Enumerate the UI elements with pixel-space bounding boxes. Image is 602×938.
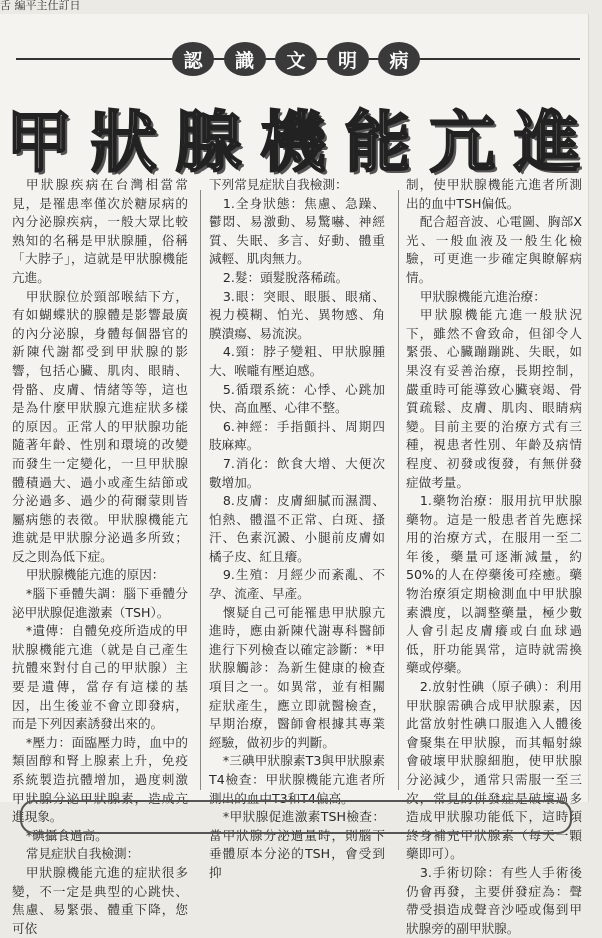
column-1: [12, 176, 188, 936]
subheading: 甲狀腺機能亢進的原因：: [25, 567, 165, 583]
list-item: 2.放射性碘（原子碘）：利用甲狀腺需碘合成甲狀腺素，因此當放射性碘口服進入人體後會聚集在甲狀腺，而其輻射線會破壞甲狀腺細胞，使甲狀腺分泌減少，通常只需服一至三次，常見的併發症是破壞過多造成甲狀腺功能低下，這時須終身補充甲狀腺素（每天一顆藥即可）。: [406, 679, 582, 862]
headline-char: 狀: [90, 102, 159, 181]
headline: [6, 96, 582, 181]
list-item: 1.藥物治療：服用抗甲狀腺藥物。這是一般患者首先應採用的治療方式，在服用一至二年後，藥量可逐漸減量，約50%的人在停藥後可痊癒。藥物治療須定期檢測血中甲狀腺素濃度，以調整藥量，極少數人會引起皮膚癢或白血球過低，肝功能異常，這時就需換藥或停藥。: [406, 493, 582, 676]
kicker-char: 認: [172, 42, 214, 76]
list-item: 9.生殖：月經少而紊亂、不孕、流產、早產。: [209, 567, 385, 602]
paragraph: *遺傳：自體免疫所造成的甲狀腺機能亢進（就是自己產生抗體來對付自己的甲狀腺）主要是遺傳，當存有這樣的基因，出生後並不會立即發病，而是下列因素誘發出來的。: [12, 623, 188, 732]
paragraph: *三碘甲狀腺素T3與甲狀腺素T4檢查：甲狀腺機能亢進者所測出的血中T3和T4偏高。: [209, 753, 385, 806]
headline-char: 能: [344, 102, 413, 181]
paragraph: *碘攝食過高。: [25, 827, 108, 843]
paragraph: 下列常見症狀自我檢測：: [209, 177, 348, 192]
list-item: 6.神經：手指顫抖、周期四肢麻痺。: [209, 418, 385, 453]
list-item: 3.眼：突眼、眼脹、眼痛、視力模糊、怕光、異物感、角膜潰瘍、易流淚。: [209, 288, 385, 341]
list-item: 7.消化：飲食大增、大便次數增加。: [209, 455, 385, 490]
headline-char: 進: [513, 102, 582, 181]
headline-char: 機: [259, 102, 328, 181]
column-3: [406, 176, 582, 936]
list-item: 2.髮：頭髮脫落稀疏。: [222, 269, 349, 285]
subheading: 常見症狀自我檢測：: [25, 846, 140, 862]
clipping-header: 舌 編平主仕訂日: [0, 0, 81, 12]
column-2: [209, 176, 385, 880]
kicker-char: 病: [378, 42, 420, 76]
list-item: 1.全身狀態：焦慮、急躁、鬱悶、易激動、易驚嚇、神經質、失眠、多言、好動、體重減輕、肌肉無力。: [209, 195, 385, 267]
headline-char: 亢: [429, 102, 498, 181]
paragraph: *腦下垂體失調：腦下垂體分泌甲狀腺促進激素（TSH）。: [12, 586, 188, 620]
headline-char: 腺: [175, 102, 244, 181]
list-item: 8.皮膚：皮膚細膩而濕潤、怕熱、體溫不正常、白斑、搔汗、色素沉澱、小腿前皮膚如橘子皮、紅且癢。: [209, 493, 385, 564]
column-divider: [200, 190, 201, 790]
paragraph: 甲狀腺機能亢進一般狀況下，雖然不會致命，但卻令人緊張、心臟蹦蹦跳、失眠，如果沒有妥善治療，長期控制，嚴重時可能導致心臟衰竭、骨質疏鬆、皮膚、肌肉、眼睛病變。目前主要的治療方式有三種，視患者性別、年齡及病情程度、初發或復發，有無併發症做考量。: [406, 307, 582, 490]
paragraph: 懷疑自己可能罹患甲狀腺亢進時，應由新陳代謝專科醫師進行下列檢查以確定診斷：*甲狀腺觸診：為新生健康的檢查項目之一。如異常，並有相關症狀產生，應立即就醫檢查，早期治療，醫師會根據其專業經驗，做初步的判斷。: [209, 604, 385, 750]
kicker-char: 文: [275, 42, 317, 76]
paragraph: *壓力：面臨壓力時，血中的類固醇和腎上腺素上升，免疫系統製造抗體增加，過度刺激甲狀腺分泌甲狀腺素，造成亢進現象。: [12, 734, 188, 825]
subheading: 甲狀腺機能亢進治療：: [419, 288, 546, 304]
kicker-char: 明: [327, 42, 369, 76]
list-item: 3.手術切除：有些人手術後仍會再發，主要併發症為：聲帶受損造成聲音沙啞或傷到甲狀腺旁的副甲狀腺。: [406, 864, 582, 936]
paragraph: 甲狀腺疾病在台灣相當常見，是罹患率僅次於糖尿病的內分泌腺疾病，一般大眾比較熟知的名稱是甲狀腺腫，俗稱「大脖子」，這就是甲狀腺機能亢進。: [12, 177, 188, 285]
paragraph: 甲狀腺機能亢進的症狀很多變，不一定是典型的心跳快、焦慮、易緊張、體重下降，您可依: [12, 864, 188, 936]
newspaper-article: [0, 14, 589, 936]
list-item: 5.循環系統：心悸、心跳加快、高血壓、心律不整。: [209, 381, 385, 416]
paragraph: 配合超音波、心電圖、胸部X光、一般血液及一般生化檢驗，可更進一步確定與瞭解病情。: [406, 214, 582, 285]
paragraph: 制，使甲狀腺機能亢進者所測出的血中TSH偏低。: [406, 177, 582, 211]
headline-char: 甲: [6, 102, 74, 181]
paragraph: *甲狀腺促進激素TSH檢查：當甲狀腺分泌過量時，則腦下垂體原本分泌的TSH，會受到抑: [209, 809, 385, 880]
paragraph: 甲狀腺位於頸部喉結下方，有如蝴蝶狀的腺體是影響最廣的內分泌腺，身體每個器官的新陳代謝都受到甲狀腺的影響，包括心臟、肌肉、眼睛、骨骼、皮膚、情緒等等，這也是為什麼甲狀腺亢進症狀多樣的原因。正常人的甲狀腺功能隨著年齡、性別和環境的改變而發生一定變化，一旦甲狀腺體積過大、過小或產生結節或分泌過多、過少的荷爾蒙則皆屬病態的表徵。甲狀腺機能亢進就是甲狀腺分泌過多所致；反之則為低下症。: [12, 288, 188, 564]
next-article-box: [20, 800, 572, 834]
column-divider: [398, 190, 399, 790]
list-item: 4.頸：脖子變粗、甲狀腺腫大、喉嚨有壓迫感。: [209, 344, 385, 378]
section-kicker: [170, 41, 422, 77]
kicker-char: 識: [224, 42, 266, 76]
article-body: [12, 176, 588, 936]
